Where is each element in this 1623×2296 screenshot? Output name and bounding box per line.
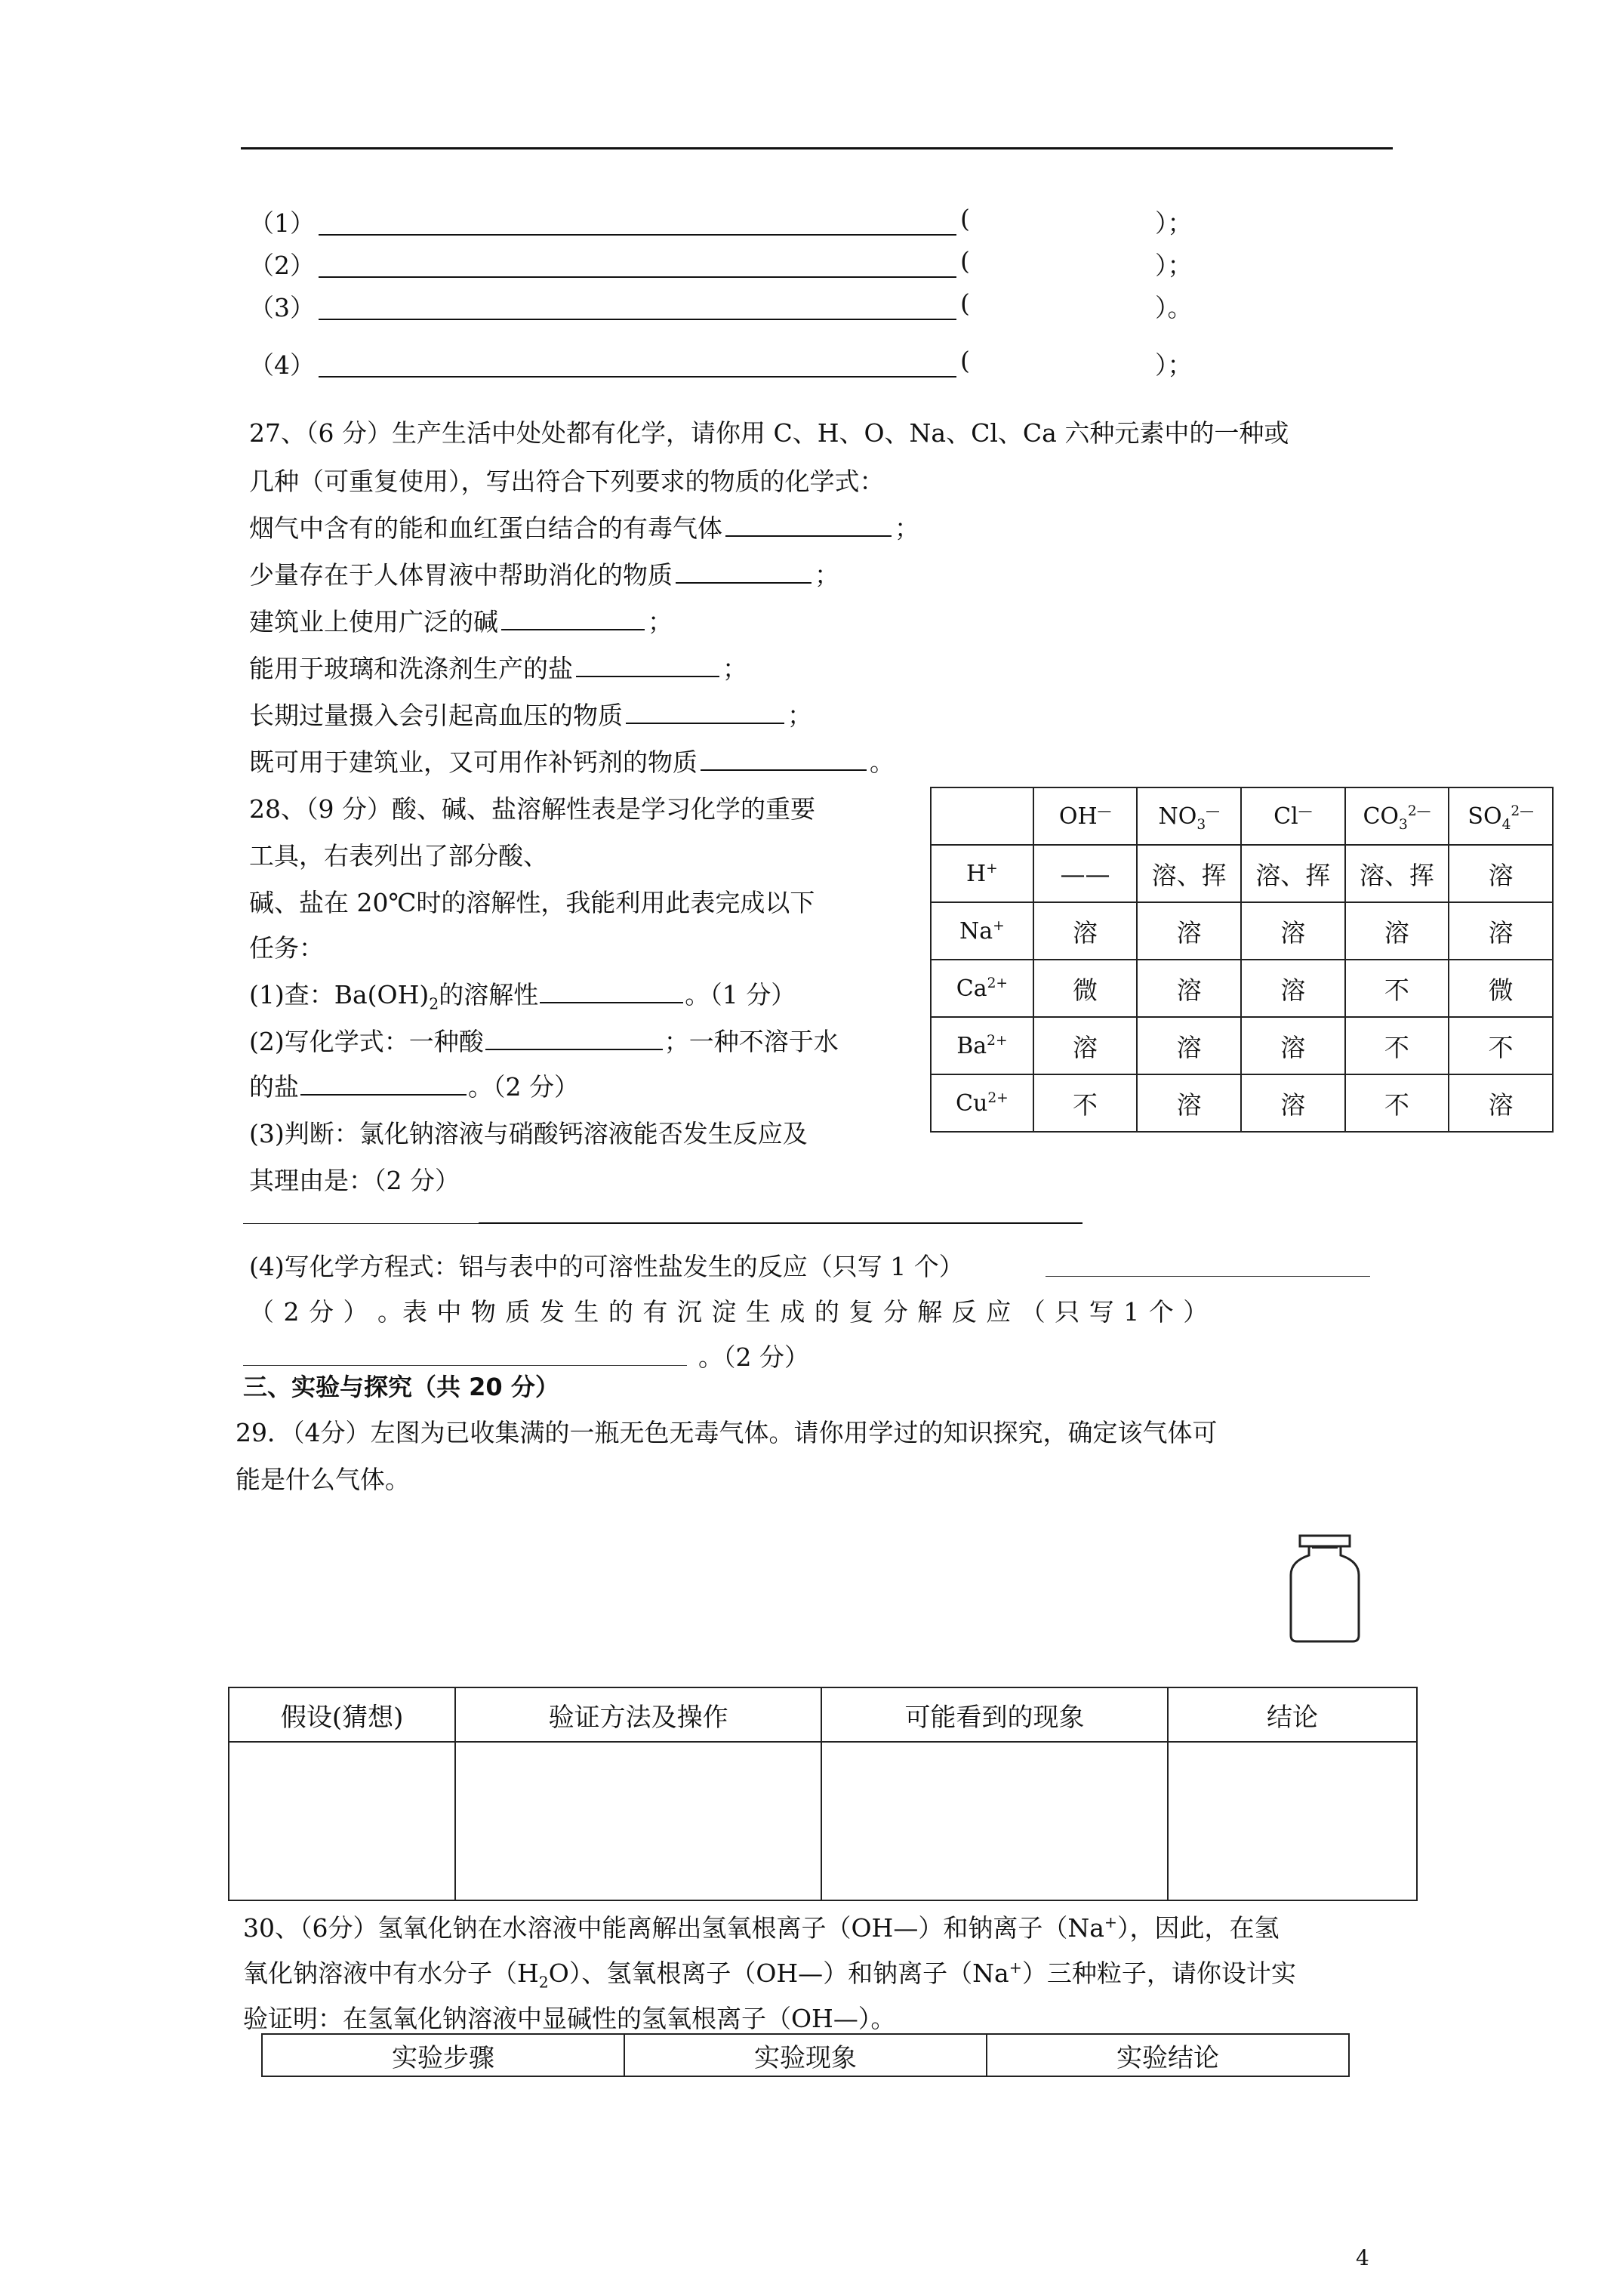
q26-answer-blank[interactable]	[319, 376, 956, 378]
anion-formula: NO	[1158, 803, 1197, 830]
page-number: 4	[1356, 2245, 1369, 2270]
solubility-header-cell	[1033, 787, 1138, 845]
cation-symbol: Na	[959, 917, 993, 945]
q29-line1: 29．（4分）左图为已收集满的一瓶无色无毒气体。请你用学过的知识探究，确定该气体可	[236, 1418, 1218, 1447]
solubility-header-cell	[1449, 787, 1553, 845]
q27-item-text: 少量存在于人体胃液中帮助消化的物质	[249, 560, 673, 590]
header-rule	[241, 147, 1393, 149]
solubility-row	[931, 1074, 1553, 1132]
solubility-cell: 溶	[1241, 1017, 1345, 1074]
solubility-table	[930, 787, 1554, 1133]
q27-item-text: 既可用于建筑业，又可用作补钙剂的物质	[249, 747, 698, 777]
solubility-cell: 溶	[1137, 1017, 1241, 1074]
q29-experiment-table	[228, 1687, 1418, 1901]
solubility-cell: 不	[1345, 1017, 1449, 1074]
anion-formula: Cl	[1273, 803, 1298, 830]
q29-method-cell[interactable]	[455, 1742, 821, 1900]
cation-charge: +	[986, 860, 998, 877]
q27-item-text: 建筑业上使用广泛的碱	[249, 607, 498, 636]
solubility-table-header	[931, 787, 1553, 845]
q30-line2: 氧化钠溶液中有水分子$(H_2O)$、氢氧根离子（OH—）和钠离子（Na+）三种粒子，请你设计实	[243, 1959, 1296, 1992]
solubility-cell: 不	[1345, 1074, 1449, 1132]
solubility-header-cell	[931, 787, 1033, 845]
anion-charge: —	[1097, 803, 1112, 819]
q27-item-blank[interactable]	[725, 535, 892, 537]
q26-close-paren: ）；	[1155, 350, 1193, 380]
anion-formula: CO	[1363, 803, 1400, 830]
q28-part4-blank2[interactable]	[243, 1365, 687, 1366]
anion-subscript: 3	[1196, 816, 1206, 833]
q26-answer-blank[interactable]	[319, 319, 956, 320]
cation-symbol: Cu	[956, 1089, 988, 1117]
q30-line3: 验证明：在氢氧化钠溶液中显碱性的氢氧根离子（OH—）。	[243, 2004, 896, 2033]
q26-answer-blank[interactable]	[319, 276, 956, 278]
q26-item-number: （2）	[249, 251, 315, 280]
q26-open-paren: (	[960, 346, 970, 375]
q26-close-paren: ）；	[1155, 251, 1193, 280]
anion-charge: —	[1298, 803, 1313, 819]
q28-part4-blank1[interactable]	[1046, 1276, 1370, 1277]
q28-part2: (2)写化学式：一种酸 ；一种不溶于水	[249, 1027, 839, 1056]
q27-intro-line1: 27、（6 分）生产生活中处处都有化学，请你用 C、H、O、Na、Cl、Ca 六种元素中的一种或	[249, 418, 1289, 448]
cation-cell	[931, 902, 1033, 960]
q27-item-blank[interactable]	[701, 769, 867, 771]
cation-cell	[931, 960, 1033, 1017]
q27-intro-line2: 几种（可重复使用），写出符合下列要求的物质的化学式：	[249, 467, 885, 496]
q28-part1-blank[interactable]	[540, 1002, 683, 1003]
q27-item	[249, 509, 919, 544]
q29-line2: 能是什么气体。	[236, 1465, 410, 1494]
cation-cell	[931, 1074, 1033, 1132]
q27-item-end: ；	[815, 560, 839, 590]
q26-open-paren: (	[960, 204, 970, 233]
solubility-cell: 溶、挥	[1137, 845, 1241, 902]
cation-symbol: Ba	[956, 1032, 987, 1059]
q27-item-end: ；	[895, 513, 919, 543]
solubility-cell: 溶	[1137, 960, 1241, 1017]
q29-header-cell: 结论	[1168, 1687, 1417, 1742]
q28-part4-line1: (4)写化学方程式：铝与表中的可溶性盐发生的反应（只写 1 个）	[249, 1252, 964, 1281]
q30-header-cell: 实验结论	[987, 2034, 1349, 2076]
q27-item-blank[interactable]	[501, 629, 645, 630]
anion-charge: —	[1206, 803, 1220, 819]
q30-header-cell: 实验步骤	[262, 2034, 624, 2076]
solubility-cell: 不	[1033, 1074, 1138, 1132]
q26-open-paren: (	[960, 246, 970, 276]
q27-item-end: ；	[648, 607, 673, 636]
solubility-cell: 溶	[1137, 1074, 1241, 1132]
q28-part4-line2: （ 2 分 ） 。表 中 物 质 发 生 的 有 沉 淀 生 成 的 复 分 解 反 应 （ 只 写 1 个 ）	[249, 1297, 1209, 1327]
solubility-header-cell	[1241, 787, 1345, 845]
cation-cell	[931, 845, 1033, 902]
q27-item-text: 长期过量摄入会引起高血压的物质	[249, 701, 623, 730]
q28-line3: 碱、盐在 20℃时的溶解性，我能利用此表完成以下	[249, 888, 815, 917]
q27-item-blank[interactable]	[576, 676, 719, 677]
q28-part1: (1)查：$Ba(OH)_2$的溶解性 。（1 分）	[249, 980, 796, 1013]
solubility-cell: 溶	[1241, 902, 1345, 960]
q27-item	[249, 603, 673, 638]
q26-item-number: （4）	[249, 350, 315, 380]
q29-phenomenon-cell[interactable]	[821, 1742, 1168, 1900]
q26-answer-blank[interactable]	[319, 234, 956, 236]
solubility-cell: ——	[1033, 845, 1138, 902]
q27-item-text: 烟气中含有的能和血红蛋白结合的有毒气体	[249, 513, 722, 543]
q28-line2: 工具，右表列出了部分酸、	[249, 841, 548, 871]
solubility-cell: 溶、挥	[1345, 845, 1449, 902]
q28-part3-line1: (3)判断：氯化钠溶液与硝酸钙溶液能否发生反应及	[249, 1119, 808, 1148]
q28-acid-blank[interactable]	[485, 1049, 663, 1050]
anion-subscript: 4	[1501, 816, 1511, 833]
solubility-row	[931, 845, 1553, 902]
gas-bottle-icon	[1283, 1533, 1366, 1646]
q29-header-cell: 可能看到的现象	[821, 1687, 1168, 1742]
q27-item-text: 能用于玻璃和洗涤剂生产的盐	[249, 654, 573, 683]
q29-header-cell: 假设(猜想)	[229, 1687, 455, 1742]
anion-charge: 2—	[1407, 803, 1431, 819]
anion-charge: 2—	[1511, 803, 1534, 819]
q28-line1: 28、（9 分）酸、碱、盐溶解性表是学习化学的重要	[249, 794, 815, 824]
q28-part2-cont: 的盐 。（2 分）	[249, 1072, 579, 1102]
q26-open-paren: (	[960, 288, 970, 318]
q26-item-number: （1）	[249, 208, 315, 238]
solubility-cell: 溶	[1137, 902, 1241, 960]
q27-item	[249, 556, 839, 591]
q28-part4-line3: 。（2 分）	[698, 1342, 809, 1372]
q30-experiment-table	[261, 2033, 1350, 2077]
cation-charge: 2+	[987, 1089, 1009, 1106]
q29-answer-row[interactable]	[229, 1742, 1417, 1900]
cation-symbol: Ca	[956, 975, 987, 1002]
q28-salt-blank[interactable]	[300, 1094, 467, 1096]
q26-item-number: （3）	[249, 293, 315, 322]
solubility-cell: 微	[1449, 960, 1553, 1017]
solubility-cell: 不	[1345, 960, 1449, 1017]
q27-item-end: ；	[722, 654, 747, 683]
solubility-cell: 溶	[1449, 902, 1553, 960]
q27-item-end: 。	[870, 747, 895, 777]
solubility-header-cell	[1137, 787, 1241, 845]
solubility-cell: 溶、挥	[1241, 845, 1345, 902]
q30-line1: 30、（6分）氢氧化钠在水溶液中能离解出氢氧根离子（OH—）和钠离子（Na+），因此，在氢	[243, 1913, 1280, 1943]
q28-part3-blank-a[interactable]	[243, 1223, 479, 1224]
solubility-cell: 溶	[1033, 902, 1138, 960]
solubility-cell: 溶	[1241, 960, 1345, 1017]
q28-line4: 任务：	[249, 933, 324, 963]
cation-charge: 2+	[987, 1032, 1008, 1049]
anion-subscript: 3	[1399, 816, 1408, 833]
cation-symbol: H	[966, 860, 987, 887]
cation-cell	[931, 1017, 1033, 1074]
cation-charge: +	[993, 917, 1005, 934]
solubility-row	[931, 960, 1553, 1017]
q30-header-cell: 实验现象	[624, 2034, 987, 2076]
q26-close-paren: ）；	[1155, 208, 1193, 238]
solubility-cell: 溶	[1449, 1074, 1553, 1132]
q27-item-blank[interactable]	[676, 582, 812, 584]
q28-part3-line2: 其理由是：（2 分）	[249, 1166, 460, 1195]
solubility-cell: 不	[1449, 1017, 1553, 1074]
section3-title: 三、实验与探究（共 20 分）	[243, 1373, 559, 1401]
solubility-row	[931, 902, 1553, 960]
q27-item-blank[interactable]	[626, 723, 784, 724]
solubility-cell: 溶	[1241, 1074, 1345, 1132]
solubility-cell: 溶	[1033, 1017, 1138, 1074]
q26-close-paren: ）。	[1155, 293, 1193, 322]
anion-formula: SO	[1467, 803, 1502, 830]
q29-hypothesis-cell[interactable]	[229, 1742, 455, 1900]
q29-header-cell: 验证方法及操作	[455, 1687, 821, 1742]
solubility-cell: 溶	[1345, 902, 1449, 960]
q27-item	[249, 696, 812, 732]
q29-conclusion-cell[interactable]	[1168, 1742, 1417, 1900]
cation-charge: 2+	[987, 975, 1009, 991]
solubility-cell: 溶	[1449, 845, 1553, 902]
q27-item-end: ；	[787, 701, 812, 730]
q27-item	[249, 649, 747, 685]
anion-formula: OH	[1058, 803, 1098, 830]
q28-part3-blank-b[interactable]	[479, 1222, 1083, 1224]
solubility-cell: 微	[1033, 960, 1138, 1017]
q27-item	[249, 743, 895, 778]
solubility-row	[931, 1017, 1553, 1074]
solubility-header-cell	[1345, 787, 1449, 845]
